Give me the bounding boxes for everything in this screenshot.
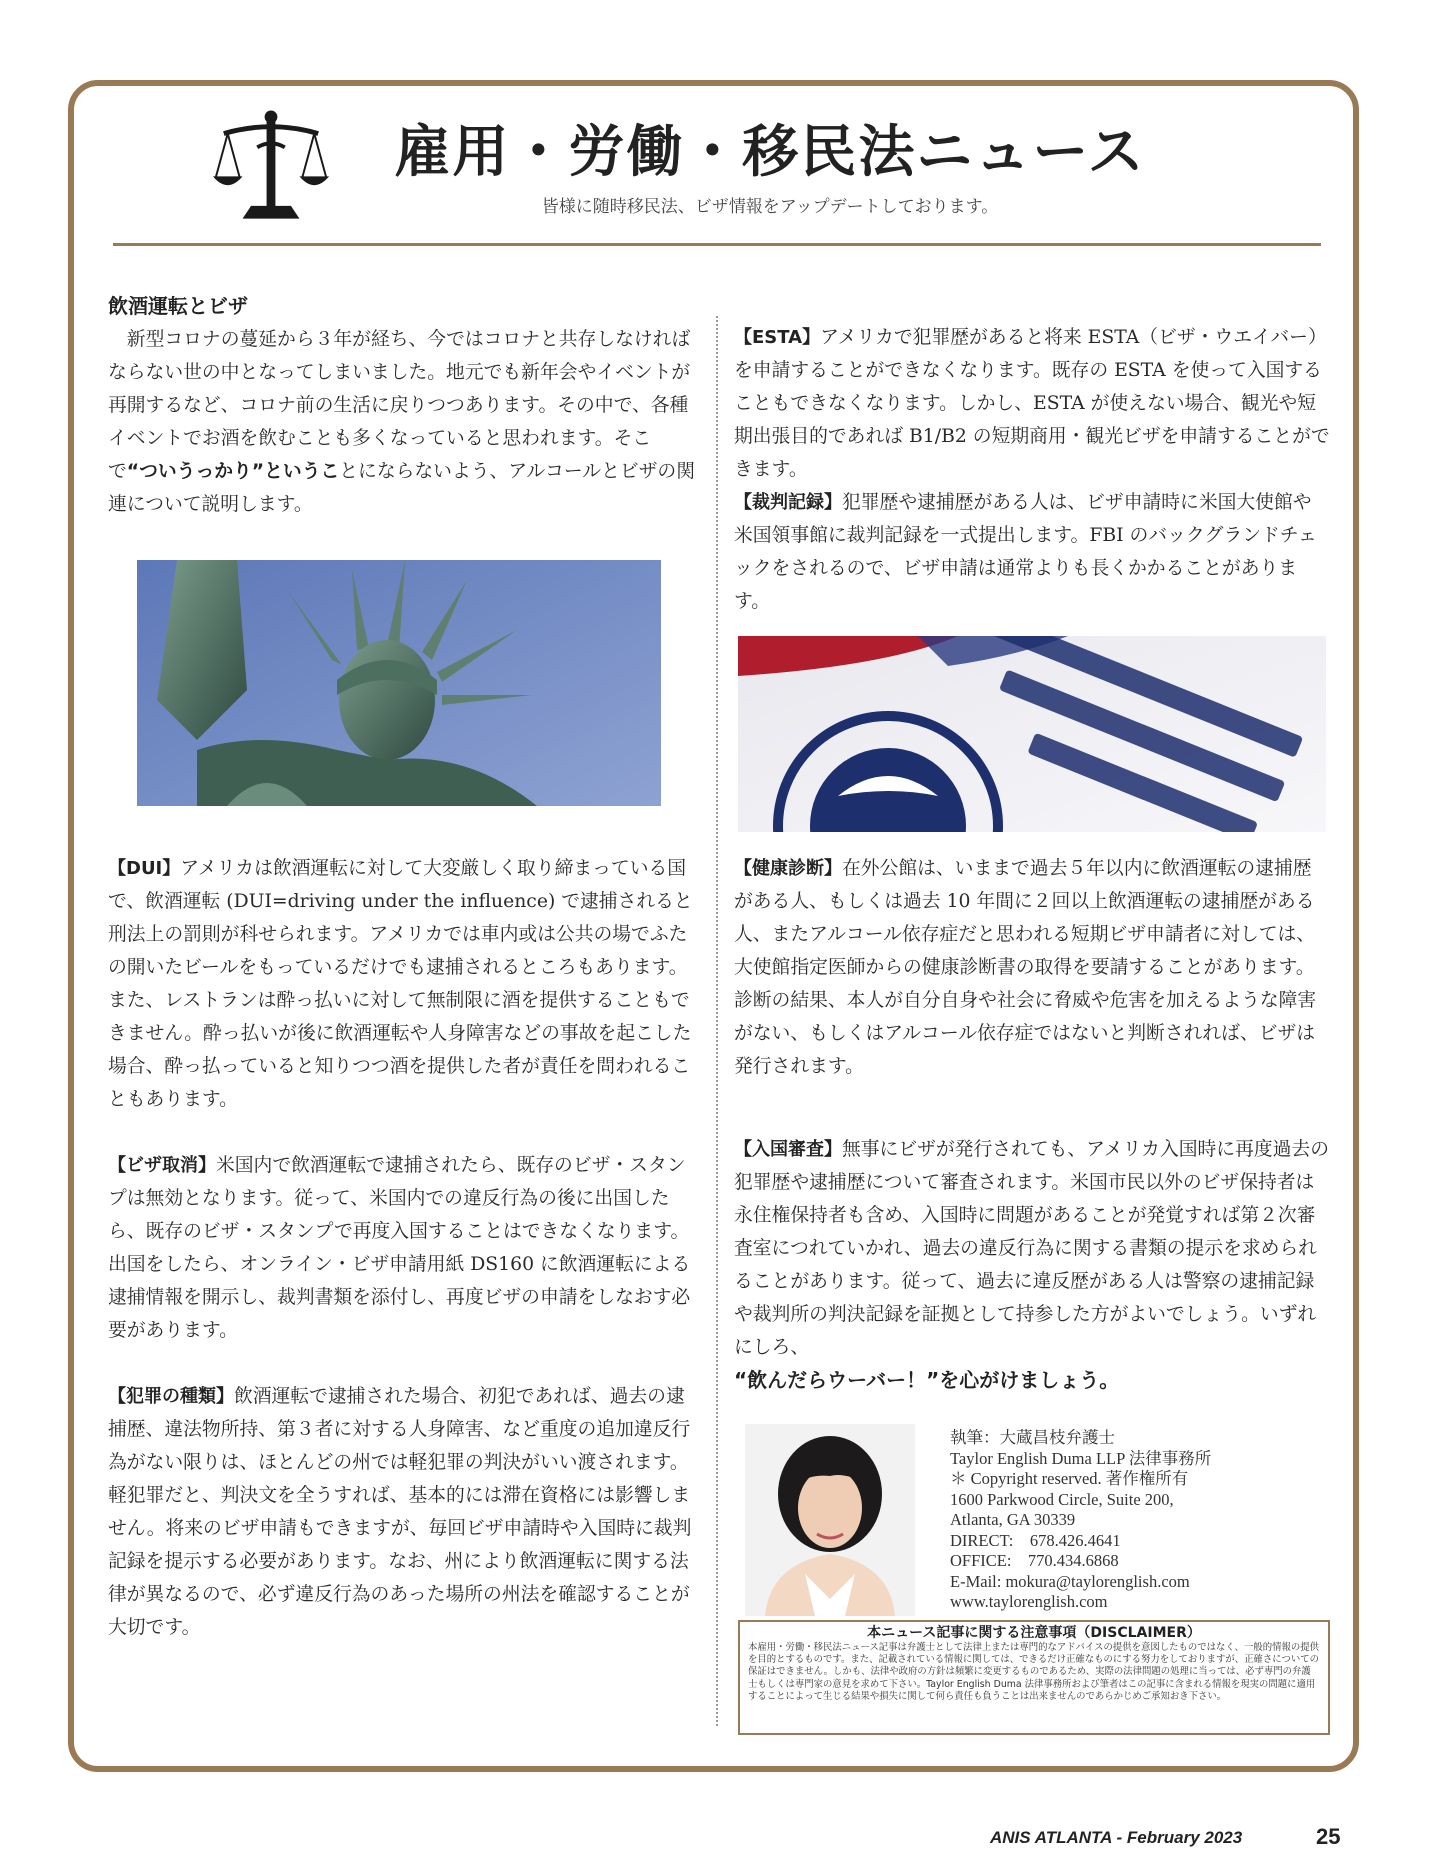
esta-text: アメリカで犯罪歴があると将来 ESTA（ビザ・ウエイバー）を申請することができなくなります。既存の ESTA を使って入国することもできなくなります。しかし、ESTA が使えない場合、観光や短期出張目的であれば B1/B2 の短期商用・観光ビザを申請することができます。 (734, 327, 1330, 480)
entry-inspection-text: 無事にビザが発行されても、アメリカ入国時に再度過去の犯罪歴や逮捕歴について審査されます。米国市民以外のビザ保持者は永住権保持者も含め、入国時に問題があることが発覚すれば第２次審査室につれていかれ、過去の違反行為に関する書類の提示を求められることがあります。従って、過去に違反歴がある人は警察の逮捕記録や裁判所の判決記録を証拠として持参した方がよいでしょう。いずれにしろ、 (734, 1139, 1329, 1358)
right-body (734, 852, 1330, 1398)
visa-cancel-tag: 【ビザ取消】 (108, 1155, 216, 1176)
author-photo (745, 1424, 915, 1616)
dui-text: アメリカは飲酒運転に対して大変厳しく取り締まっている国で、飲酒運転 (DUI=driving under the influence) で逮捕されると刑法上の罰則が科せられます。アメリカでは車内或は公共の場でふたの開いたビールをもっているだけでも逮捕されるところもあります。また、レストランは酔っ払いに対して無制限に酒を提供することもできません。酔っ払いが後に飲酒運転や人身障害などの事故を起こした場合、酔っ払っていると知りつつ酒を提供した者が責任を問われることもあります。 (108, 858, 693, 1110)
header-rule (113, 243, 1321, 246)
office-phone: OFFICE: 770.434.6868 (950, 1551, 1119, 1570)
health-exam-tag: 【健康診断】 (734, 858, 842, 879)
right-top (734, 321, 1330, 618)
uscis-document-image (738, 636, 1326, 832)
court-record-paragraph (734, 486, 1330, 618)
intro-paragraph (108, 323, 696, 521)
left-intro (108, 290, 696, 521)
address-line-1: 1600 Parkwood Circle, Suite 200, (950, 1489, 1174, 1509)
address-line-2: Atlanta, GA 30339 (950, 1510, 1076, 1529)
visa-cancel-paragraph (108, 1149, 698, 1347)
visa-cancel-text: 米国内で飲酒運転で逮捕されたら、既存のビザ・スタンプは無効となります。従って、米国内での違反行為の後に出国したら、既存のビザ・スタンプで再度入国することはできなくなります。出国をしたら、オンライン・ビザ申請用紙 DS160 に飲酒運転による逮捕情報を開示し、裁判書類を添付し、再度ビザの申請をしなおす必要があります。 (108, 1155, 691, 1341)
page-subtitle: 皆様に随時移民法、ビザ情報をアップデートしております。 (541, 197, 999, 217)
health-exam-paragraph (734, 852, 1330, 1083)
direct-phone: DIRECT: 678.426.4641 (950, 1530, 1121, 1550)
crime-type-text: 飲酒運転で逮捕された場合、初犯であれば、過去の逮捕歴、違法物所持、第３者に対する人身障害、など重度の追加違反行為がない限りは、ほとんどの州では軽犯罪の判決がいい渡されます。軽犯罪だと、判決文を全うすれば、基本的には滞在資格には影響しません。将来のビザ申請もできますが、毎回ビザ申請時や入国時に裁判記録を提示する必要があります。なお、州により飲酒運転に関する法律が異なるので、必ず違反行為のあった場所の州法を確認することが大切です。 (108, 1386, 692, 1638)
intro-text-end: とにならないよう、アルコールとビザの関連について説明します。 (108, 461, 695, 515)
closing-emphasis: “飲んだらウーバー！”を心がけましょう。 (734, 1368, 1120, 1392)
email-link[interactable]: E-Mail: mokura@taylorenglish.com (950, 1571, 1190, 1591)
statue-of-liberty-image (137, 560, 661, 806)
page-title: 雇用・労働・移民法ニュース (394, 120, 1146, 185)
dui-tag: 【DUI】 (108, 858, 181, 879)
intro-emphasis: “ついうっかり”というこ (126, 461, 340, 482)
entry-inspection-paragraph (734, 1133, 1330, 1398)
left-body (108, 852, 698, 1644)
author-info (950, 1428, 1320, 1613)
court-record-tag: 【裁判記録】 (734, 492, 842, 513)
health-exam-text: 在外公館は、いままで過去５年以内に飲酒運転の逮捕歴がある人、もしくは過去 10 年間に２回以上飲酒運転の逮捕歴がある人、またアルコール依存症だと思われる短期ビザ申請者に対しては、大使館指定医師からの健康診断書の取得を要請することがあります。診断の結果、本人が自分自身や社会に脅威や危害を加えるような障害がない、もしくはアルコール依存症ではないと判断されれば、ビザは発行されます。 (734, 858, 1317, 1077)
page-number: 25 (1316, 1824, 1341, 1849)
disclaimer-box (738, 1620, 1330, 1735)
entry-inspection-tag: 【入国審査】 (734, 1139, 842, 1160)
copyright-note: ＊ Copyright reserved. 著作権所有 (950, 1469, 1189, 1488)
court-record-text: 犯罪歴や逮捕歴がある人は、ビザ申請時に米国大使館や米国領事館に裁判記録を一式提出します。FBI のバックグランドチェックをされるので、ビザ申請は通常よりも長くかかることがあります。 (734, 492, 1317, 612)
publication-footer: ANIS ATLANTA - February 2023 (990, 1828, 1243, 1847)
dui-paragraph (108, 852, 698, 1116)
author-name: 執筆：大蔵昌枝弁護士 (950, 1428, 1115, 1447)
disclaimer-title: 本ニュース記事に関する注意事項（DISCLAIMER） (867, 1625, 1201, 1641)
esta-paragraph (734, 321, 1330, 486)
column-divider (716, 316, 718, 1726)
section-title: 飲酒運転とビザ (108, 294, 248, 318)
website-link[interactable]: www.taylorenglish.com (950, 1592, 1108, 1611)
scales-of-justice-icon (212, 108, 330, 226)
crime-type-tag: 【犯罪の種類】 (108, 1386, 234, 1407)
esta-tag: 【ESTA】 (734, 327, 821, 348)
disclaimer-body: 本雇用・労働・移民法ニュース記事は弁護士として法律上または専門的なアドバイスの提供を意図したものではなく、一般的情報の提供を目的とするものです。また、記載されている情報に関しては、できるだけ正確なものにする努力をしておりますが、正確さについての保証はできません。しかも、法律や政府の方針は頻繁に変更するものであるため、実際の法律問題の処理に当っては、必ず専門の弁護士もしくは専門家の意見を求めて下さい。Taylor English Duma 法律事務所および筆者はこの記事に含まれる情報を現実の問題に適用することによって生じる結果や損失に関して何ら責任も負うことは出来ませんのであらかじめご承知おき下さい。 (748, 1642, 1319, 1702)
author-firm: Taylor English Duma LLP 法律事務所 (950, 1448, 1212, 1468)
intro-text: 新型コロナの蔓延から３年が経ち、今ではコロナと共存しなければならない世の中となってしまいました。地元でも新年会やイベントが再開するなど、コロナ前の生活に戻りつつあります。その中で、各種イベントでお酒を飲むことも多くなっていると思われます。そこで (108, 329, 691, 482)
crime-type-paragraph (108, 1380, 698, 1644)
